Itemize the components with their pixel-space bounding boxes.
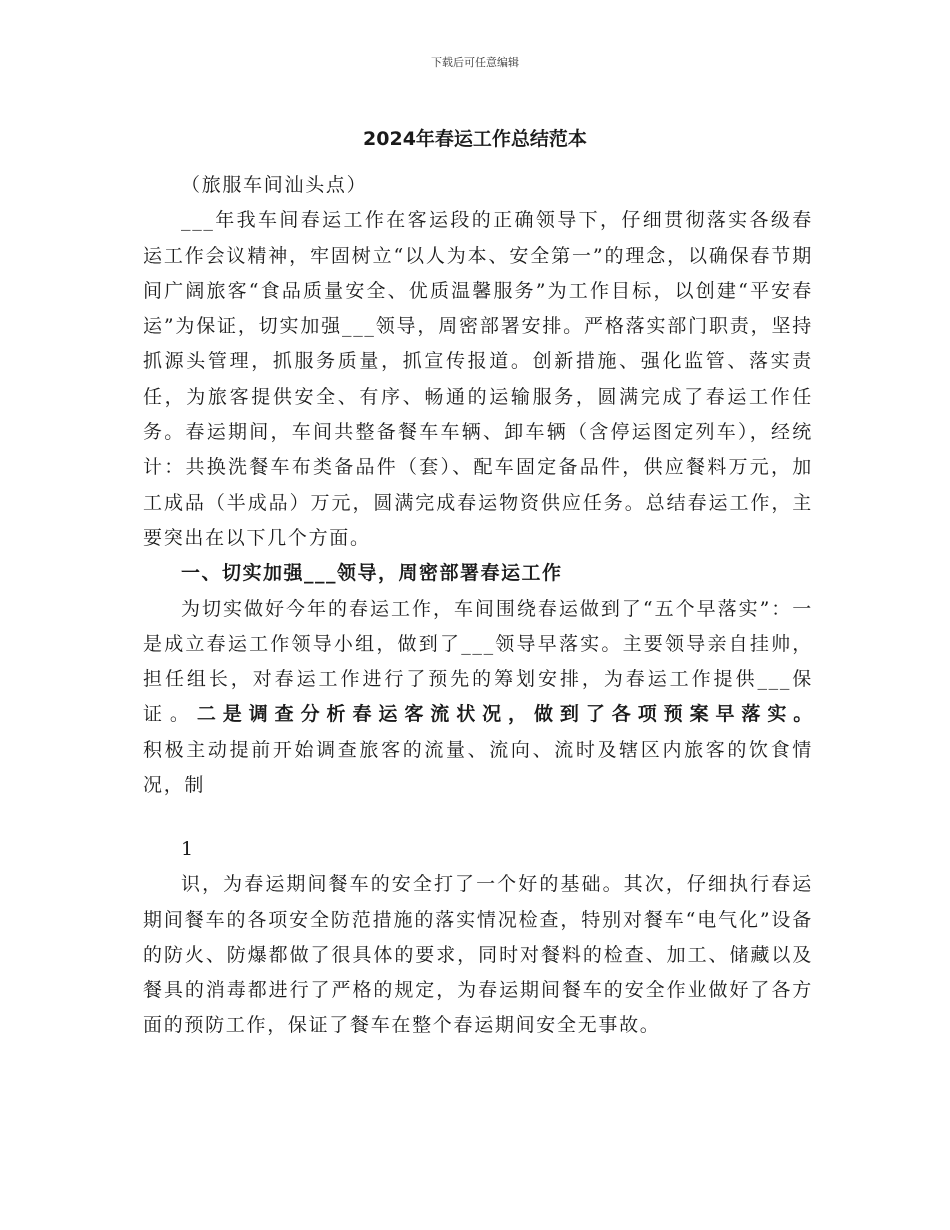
- bold-point-end: 。: [793, 703, 813, 726]
- page-number: 1: [181, 838, 195, 860]
- paragraph-intro: ___年我车间春运工作在客运段的正确领导下，仔细贯彻落实各级春运工作会议精神，牢固树立“以人为本、安全第一”的理念，以确保春节期间广阔旅客“食品质量安全、优质温馨服务”为工作目标，以创建“平安春运”为保证，切实加强___领导，周密部署安排。严格落实部门职责，坚持抓源头管理，抓服务质量，抓宣传报道。创新措施、强化监管、落实责任，为旅客提供安全、有序、畅通的运输服务，圆满完成了春运工作任务。春运期间，车间共整备餐车车辆、卸车辆（含停运图定列车），经统计：共换洗餐车布类备品件（套）、配车固定备品件，供应餐料万元，加工成品（半成品）万元，圆满完成春运物资供应任务。总结春运工作，主要突出在以下几个方面。: [143, 209, 813, 549]
- document-title: 2024年春运工作总结范本: [363, 128, 587, 150]
- paragraph-text: 为切实做好今年的春运工作，车间围绕春运做到了“五个早落实”：一是成立春运工作领导小组，做到了___领导早落实。主要领导亲自挂帅，担任组长，对春运工作进行了预先的筹划安排，为春运工作提供___保证。: [143, 597, 813, 726]
- section-heading-1: 一、切实加强___领导，周密部署春运工作: [181, 562, 563, 585]
- paragraph-continued: 积极主动提前开始调查旅客的流量、流向、流时及辖区内旅客的饮食情况，制: [143, 738, 813, 797]
- document-body-continued: [143, 832, 813, 1044]
- subtitle: （旅服车间汕头点）: [181, 174, 368, 196]
- document-body: [143, 168, 813, 803]
- paragraph-section-1: [143, 592, 813, 733]
- paragraph-safety: 识，为春运期间餐车的安全打了一个好的基础。其次，仔细执行春运期间餐车的各项安全防范措施的落实情况检查，特别对餐车“电气化”设备的防火、防爆都做了很具体的要求，同时对餐料的检查、加工、储藏以及餐具的消毒都进行了严格的规定，为春运期间餐车的安全作业做好了各方面的预防工作，保证了餐车在整个春运期间安全无事故。: [143, 873, 813, 1037]
- header-note: 下载后可任意编辑: [431, 56, 519, 69]
- bold-point: 二是调查分析春运客流状况，做到了各项预案早落实: [196, 703, 794, 726]
